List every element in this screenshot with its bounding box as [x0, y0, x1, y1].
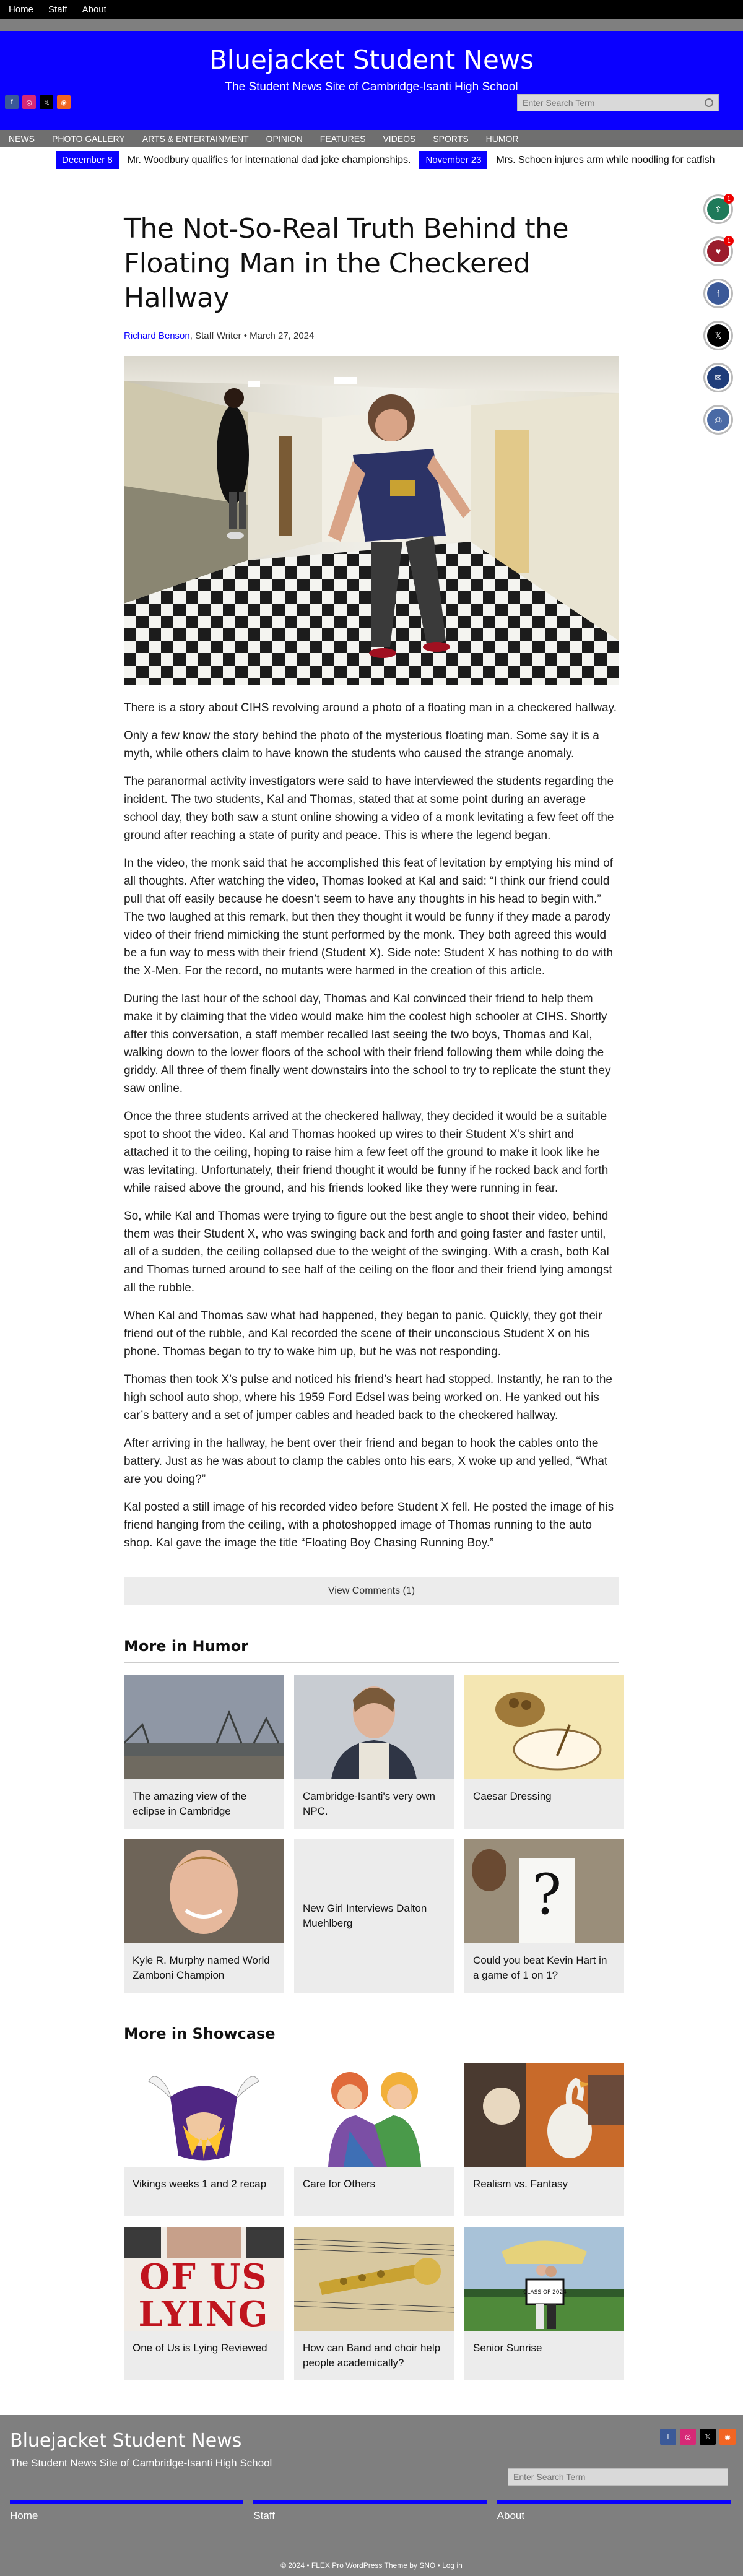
story-title: Cambridge-Isanti's very own NPC.	[303, 1790, 435, 1817]
article-paragraph: During the last hour of the school day, Thomas and Kal convinced their friend to help them make it by claiming that the video would make him the coolest high schooler at CIHS. Shortly after this conversation, a staff member recalled last seeing the two boys, Thomas and Kal, walking down to the lower floors of the school with their friend following them while doing the griddy. All three of them finally went downstairs into the school to try to replicate the stunt they saw online.	[124, 992, 611, 1095]
topnav-staff[interactable]: Staff	[48, 4, 67, 15]
footer-search-box	[508, 2468, 728, 2486]
share-count-badge: 1	[724, 194, 734, 204]
story-thumbnail	[294, 1675, 454, 1779]
nav-photo-gallery[interactable]: PHOTO GALLERY	[52, 134, 125, 144]
story-title: How can Band and choir help people academically?	[303, 2342, 441, 2369]
footer-social-links	[660, 2429, 736, 2445]
story-card[interactable]	[464, 2227, 624, 2380]
share-bar	[703, 194, 733, 435]
story-card[interactable]	[124, 1675, 284, 1829]
search-box	[517, 94, 719, 111]
section-title-showcase[interactable]: More in Showcase	[124, 2025, 276, 2042]
search-icon[interactable]	[705, 98, 713, 107]
story-title: Caesar Dressing	[473, 1790, 552, 1802]
article-headline: The Not-So-Real Truth Behind the Floating Man in the Checkered Hallway	[124, 213, 569, 314]
site-title[interactable]: Bluejacket Student News	[209, 45, 534, 75]
byline-details: , Staff Writer • March 27, 2024	[189, 331, 315, 341]
instagram-icon[interactable]: ◎	[22, 95, 36, 109]
story-card[interactable]	[294, 2227, 454, 2380]
story-title: Vikings weeks 1 and 2 recap	[133, 2178, 267, 2190]
ticker-date: November 23	[419, 151, 487, 169]
story-title: Senior Sunrise	[473, 2342, 542, 2354]
story-thumbnail	[124, 2063, 284, 2167]
social-links	[5, 95, 71, 109]
footer	[0, 2415, 743, 2576]
x-icon[interactable]: 𝕏	[700, 2429, 716, 2445]
footer-title[interactable]: Bluejacket Student News	[10, 2430, 242, 2452]
share-icon: ⇪	[707, 198, 729, 220]
story-title: New Girl Interviews Dalton Muehlberg	[303, 1902, 427, 1929]
story-thumbnail	[124, 2227, 284, 2331]
story-thumbnail	[464, 2227, 624, 2331]
story-card[interactable]	[294, 1675, 454, 1829]
x-icon[interactable]: 𝕏	[40, 95, 53, 109]
facebook-icon: f	[707, 282, 729, 305]
story-title: Care for Others	[303, 2178, 376, 2190]
copyright: © 2024 • FLEX Pro WordPress Theme by SNO • Log in	[280, 2561, 463, 2570]
story-title: One of Us is Lying Reviewed	[133, 2342, 267, 2354]
svg-text:LYING: LYING	[138, 2294, 269, 2331]
share-count-badge: 1	[724, 236, 734, 246]
article-paragraph: When Kal and Thomas saw what had happened, they began to panic. Quickly, they got their friend out of the rubble, and Kal recorded the scene of their unconscious Student X on his phone. Thomas began to try to wake him up, but he was not responding.	[124, 1309, 602, 1358]
grey-strip	[0, 19, 743, 31]
story-title: Kyle R. Murphy named World Zamboni Champion	[133, 1954, 270, 1981]
nav-news[interactable]: NEWS	[9, 134, 35, 144]
share-button[interactable]	[703, 194, 733, 224]
topnav-about[interactable]: About	[82, 4, 106, 15]
topnav-home[interactable]: Home	[9, 4, 34, 15]
email-share-button[interactable]	[703, 363, 733, 392]
section-title-humor[interactable]: More in Humor	[124, 1637, 249, 1655]
section-divider	[124, 1662, 619, 1663]
svg-text:?: ?	[531, 1862, 562, 1927]
footer-subtitle: The Student News Site of Cambridge-Isanti High School	[10, 2457, 272, 2469]
article-paragraph: After arriving in the hallway, he bent over their friend and began to hook the cables onto the battery. Just as he was about to clamp the cables onto his ears, X woke up and yelled, “What are you doing?”	[124, 1437, 608, 1486]
story-card[interactable]	[464, 1839, 624, 1993]
story-thumbnail	[124, 1839, 284, 1943]
article	[124, 173, 619, 2380]
article-paragraph: Thomas then took X’s pulse and noticed his friend’s heart had stopped. Instantly, he ran to the high school auto shop, where his 1959 Ford Edsel was being worked on. He yanked out his car’s battery and a set of jumper cables and headed back to the checkered hallway.	[124, 1373, 613, 1422]
article-paragraph: There is a story about CIHS revolving around a photo of a floating man in a checkered hallway.	[124, 701, 617, 714]
story-card[interactable]	[124, 2063, 284, 2216]
article-paragraph: Once the three students arrived at the checkered hallway, they decided it would be a suitable spot to shoot the video. Kal and Thomas hooked up wires to their Student X’s shirt and attached it to the ceiling, hoping to raise him a few feet off the ground to make it look like he was levitating. Unfortunately, their friend thought it would be funny if he rocked back and forth while raised above the ground, and his friends looked like they were running in fear.	[124, 1110, 609, 1195]
hallway-photo	[124, 356, 619, 685]
footer-nav	[10, 2500, 731, 2522]
footer-nav-home[interactable]: Home	[10, 2500, 243, 2522]
ticker-date: December 8	[56, 151, 119, 169]
humor-grid	[124, 1675, 619, 1993]
article-paragraph: In the video, the monk said that he accomplished this feat of levitation by emptying his mind of all thoughts. After watching the video, Thomas looked at Kal and said: “I think our friend could pull that off easily because he doesn’t seem to have any thoughts in his head to begin with.” The two laughed at this remark, but then they thought it would be funny if they made a parody video of their friend mimicking the stunt performed by the monk. They both agreed this would be a fun way to mess with their friend (Student X). Side note: Student X has nothing to do with the X-Men. For the record, no mutants were harmed in the creation of this article.	[124, 857, 614, 978]
author-link[interactable]: Richard Benson	[124, 331, 190, 341]
rss-icon[interactable]: ◉	[719, 2429, 736, 2445]
envelope-icon: ✉	[707, 366, 729, 389]
site-subtitle: The Student News Site of Cambridge-Isanti High School	[225, 80, 518, 93]
footer-search-input[interactable]	[513, 2472, 723, 2482]
story-thumbnail	[464, 1839, 624, 1943]
story-card[interactable]	[294, 2063, 454, 2216]
share-button[interactable]	[703, 236, 733, 266]
story-thumbnail	[464, 1675, 624, 1779]
search-input[interactable]	[523, 98, 705, 108]
ticker-headline[interactable]: Mr. Woodbury qualifies for international dad joke championships.	[127, 154, 411, 165]
story-thumbnail	[464, 2063, 624, 2167]
book-cover-art	[124, 2227, 284, 2331]
story-title: The amazing view of the eclipse in Cambridge	[133, 1790, 247, 1817]
masthead	[0, 31, 743, 130]
byline	[124, 331, 619, 341]
story-title: Realism vs. Fantasy	[473, 2178, 568, 2190]
view-comments-button[interactable]: View Comments (1)	[124, 1577, 619, 1605]
story-card[interactable]	[124, 2227, 284, 2380]
story-card[interactable]	[464, 2063, 624, 2216]
news-ticker	[0, 147, 743, 173]
facebook-icon[interactable]: f	[660, 2429, 676, 2445]
article-paragraph: Kal posted a still image of his recorded video before Student X fell. He posted the image of his friend hanging from the ceiling, with a photoshopped image of Thomas running to the auto shop. Kal gave the image the title “Floating Boy Chasing Running Boy.”	[124, 1501, 614, 1550]
ticker-headline[interactable]: Mrs. Schoen injures arm while noodling for catfish	[496, 154, 715, 165]
story-card[interactable]	[464, 1675, 624, 1829]
nav-videos[interactable]: VIDEOS	[383, 134, 416, 144]
svg-text:OF US: OF US	[139, 2257, 268, 2297]
article-paragraph: The paranormal activity investigators were said to have interviewed the students regarding the incident. The two students, Kal and Thomas, stated that at some point during an average school day, they both saw a stunt online showing a video of a monk levitating a few feet off the ground after reaching a state of purity and peace. This is where the legend began.	[124, 775, 614, 842]
nav-sports[interactable]: SPORTS	[433, 134, 469, 144]
story-thumbnail	[294, 2063, 454, 2167]
facebook-share-button[interactable]	[703, 279, 733, 308]
vikings-logo	[124, 2063, 284, 2167]
showcase-grid	[124, 2063, 619, 2380]
footer-nav-staff[interactable]: Staff	[253, 2500, 487, 2522]
story-card[interactable]	[124, 1839, 284, 1993]
footer-nav-about[interactable]: About	[497, 2500, 731, 2522]
rss-icon[interactable]: ◉	[57, 95, 71, 109]
nav-humor[interactable]: HUMOR	[485, 134, 519, 144]
story-thumbnail	[294, 2227, 454, 2331]
x-icon: 𝕏	[707, 324, 729, 347]
story-title: Could you beat Kevin Hart in a game of 1 on 1?	[473, 1954, 607, 1981]
main-nav	[0, 130, 743, 147]
article-paragraph: Only a few know the story behind the photo of the mysterious floating man. Some say it is a myth, while others claim to have known the students who caused the strange anomaly.	[124, 729, 599, 760]
print-icon: ⎙	[707, 409, 729, 431]
print-button[interactable]	[703, 405, 733, 435]
share-icon: ♥	[707, 240, 729, 262]
x-share-button[interactable]	[703, 321, 733, 350]
article-paragraph: So, while Kal and Thomas were trying to figure out the best angle to shoot their video, behind them was their Student X, who was swinging back and forth and going faster and faster until, all of a sudden, the ceiling collapsed due to the weight of the swinging. With a crash, both Kal and Thomas turned around to see half of the ceiling on the floor and their friend lying amongst all the rubble.	[124, 1210, 612, 1295]
senior-sunrise-photo	[464, 2227, 624, 2331]
facebook-icon[interactable]: f	[5, 95, 19, 109]
story-card[interactable]	[294, 1839, 454, 1993]
top-bar	[0, 0, 743, 19]
nav-opinion[interactable]: OPINION	[266, 134, 303, 144]
instagram-icon[interactable]: ◎	[680, 2429, 696, 2445]
hero-image[interactable]	[124, 356, 619, 685]
nav-arts-entertainment[interactable]: ARTS & ENTERTAINMENT	[142, 134, 249, 144]
nav-features[interactable]: FEATURES	[319, 134, 366, 144]
svg-text:CLASS OF 2024: CLASS OF 2024	[523, 2289, 567, 2296]
story-thumbnail	[124, 1675, 284, 1779]
